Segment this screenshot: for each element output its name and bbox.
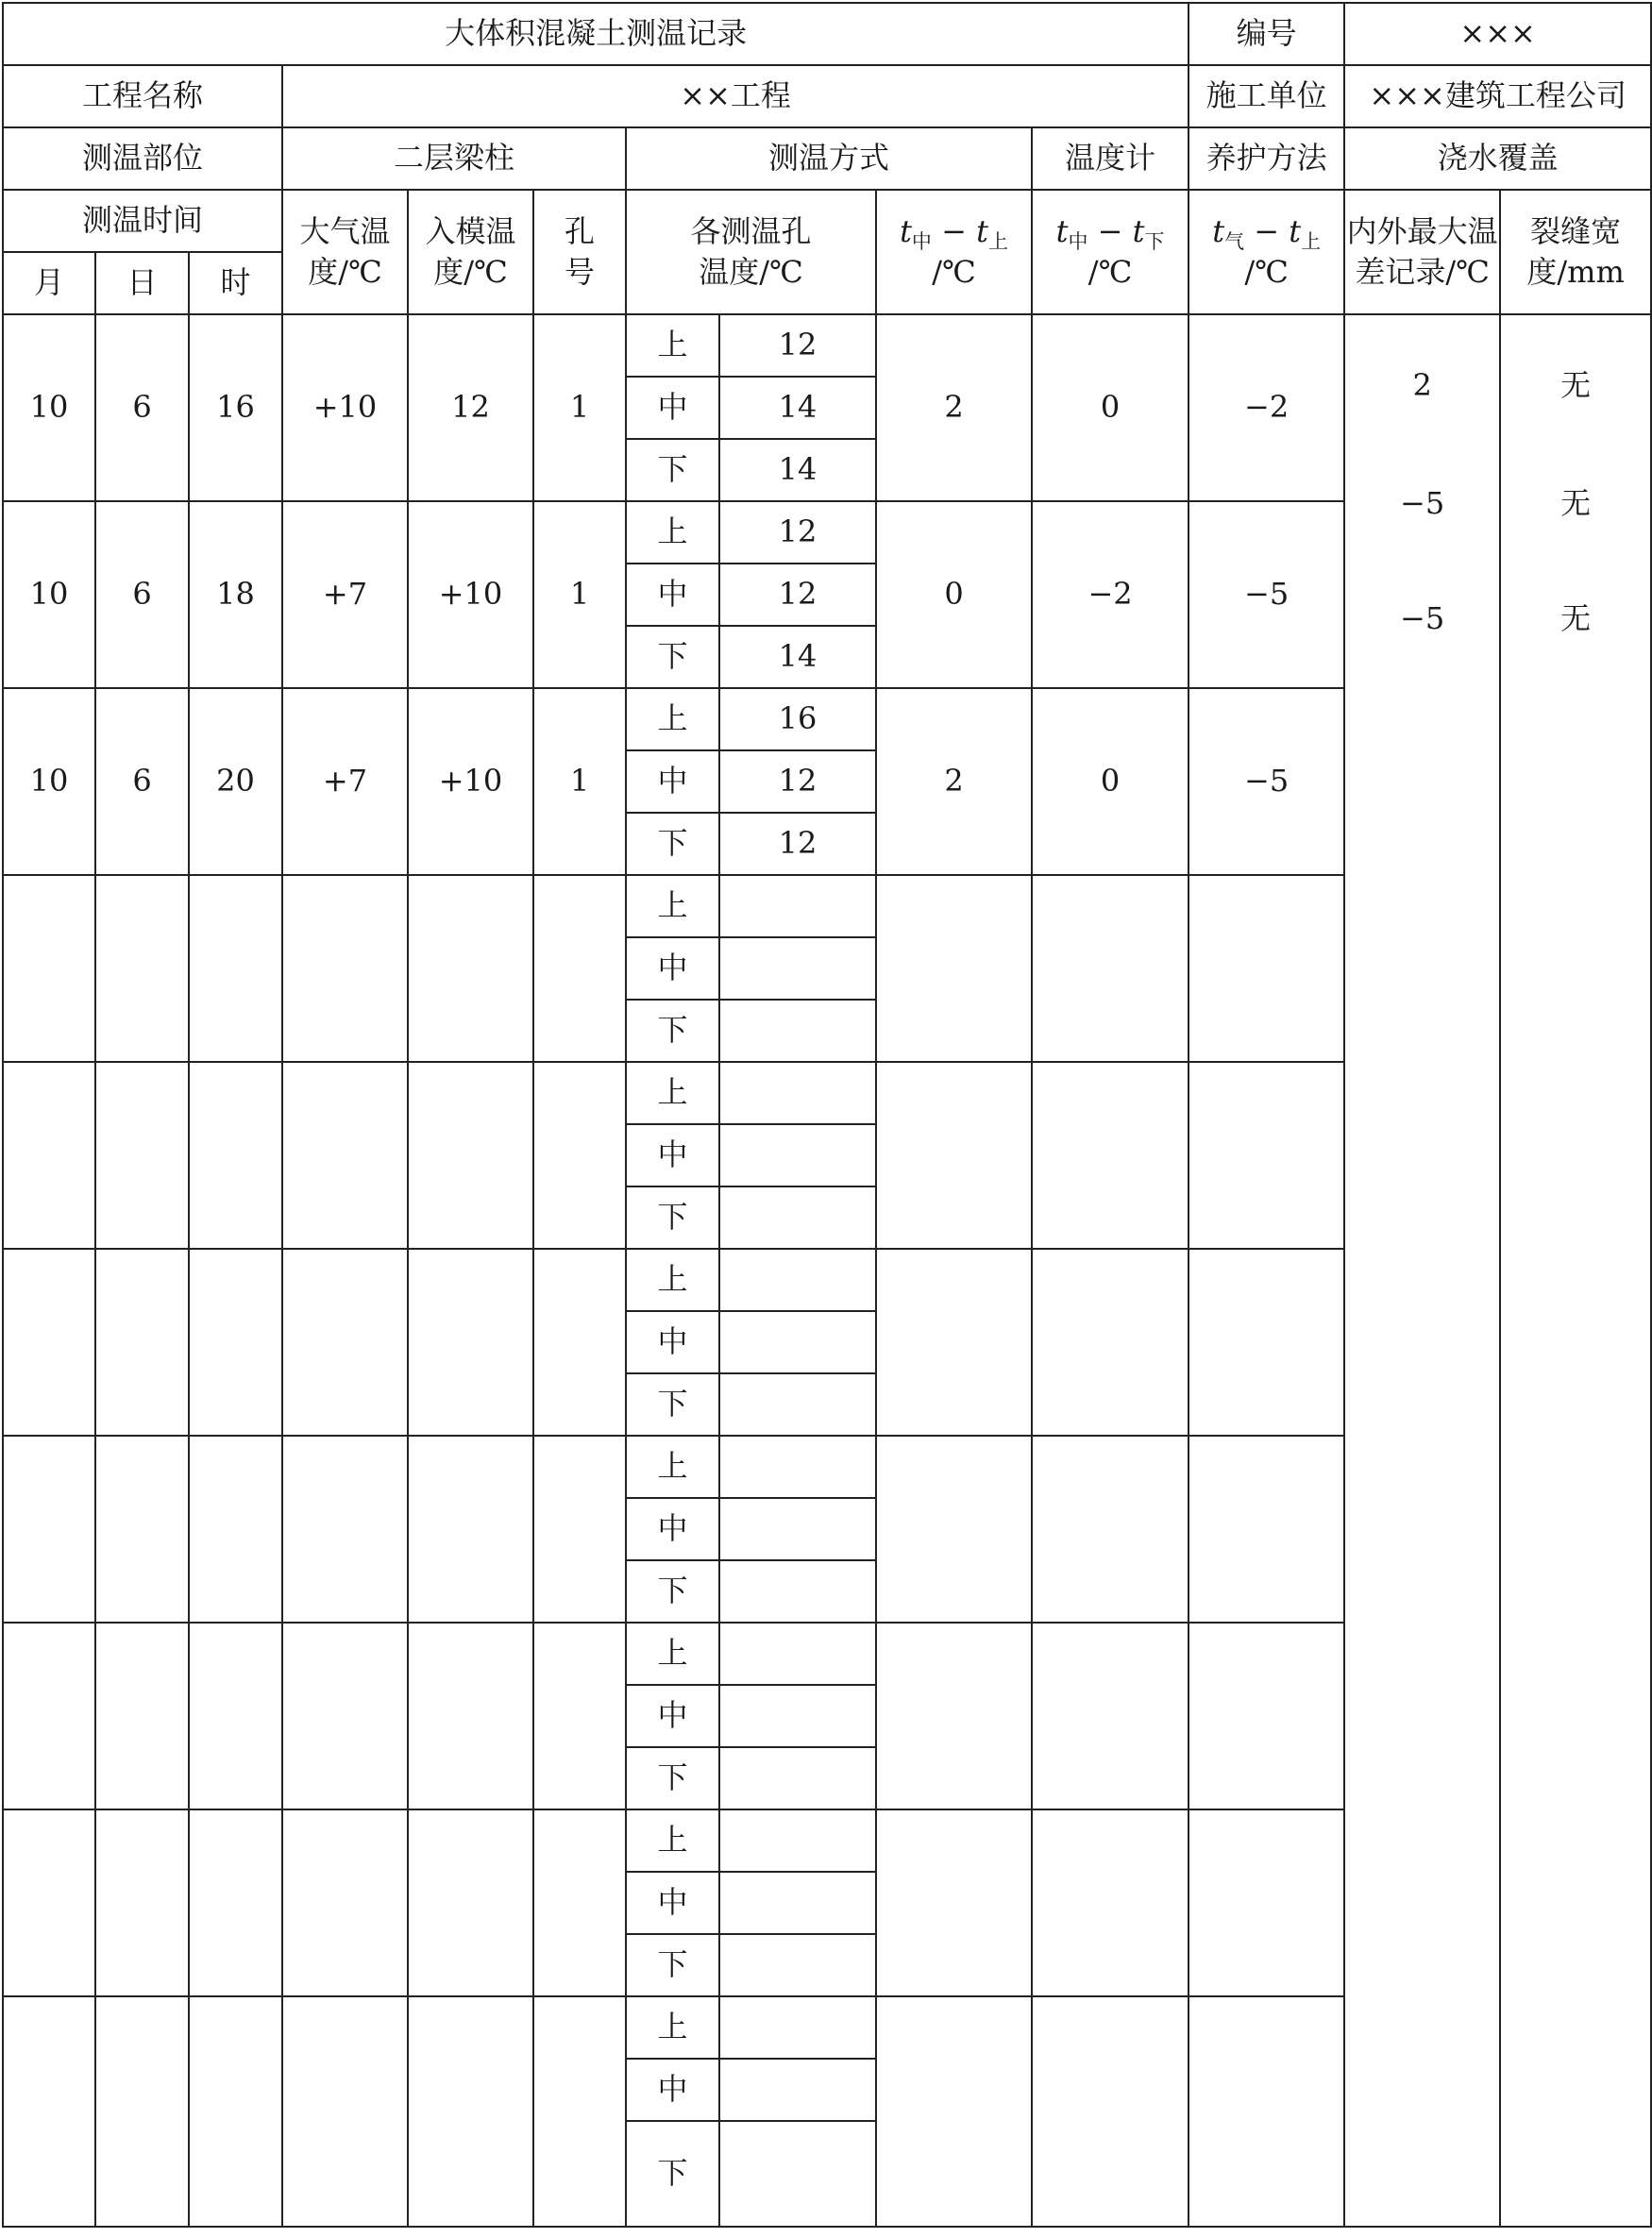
pour-temp-cell: +10 xyxy=(408,688,533,875)
diff-mid-top-unit: /℃ xyxy=(932,254,976,290)
pour-temp-cell xyxy=(408,1809,533,1996)
record-table xyxy=(2,2,1652,2228)
air-temp-header-line2: 度/℃ xyxy=(308,254,382,290)
diff-air-top-cell xyxy=(1188,1249,1344,1436)
max-diff-value: −5 xyxy=(1400,600,1445,636)
hole-temp-cell: 14 xyxy=(719,439,876,501)
max-diff-values xyxy=(1345,367,1499,636)
pour-temp-cell xyxy=(408,1623,533,1809)
contractor-label: 施工单位 xyxy=(1188,65,1344,127)
max-diff-value: −5 xyxy=(1400,485,1445,521)
time-header: 测温时间 xyxy=(3,190,282,252)
diff-air-top-cell xyxy=(1188,1809,1344,1996)
table-body xyxy=(3,3,1651,2227)
hole-temp-cell xyxy=(719,1498,876,1560)
crack-width-cell xyxy=(1500,314,1651,2227)
hole-temp-cell xyxy=(719,1000,876,1062)
month-cell xyxy=(3,1623,95,1809)
diff-air-top-cell xyxy=(1188,875,1344,1062)
hole-temp-cell xyxy=(719,1934,876,1996)
air-temp-cell xyxy=(282,1062,408,1249)
diff-air-top-cell: −2 xyxy=(1188,314,1344,501)
hole-temp-cell xyxy=(719,1124,876,1186)
day-header: 日 xyxy=(95,252,189,314)
diff-mid-top-cell xyxy=(876,1062,1032,1249)
diff-air-top-var-a: t xyxy=(1212,212,1225,249)
curing-label: 养护方法 xyxy=(1188,127,1344,190)
day-cell: 6 xyxy=(95,501,189,688)
hole-temp-cell: 12 xyxy=(719,314,876,377)
form-title: 大体积混凝土测温记录 xyxy=(3,3,1188,65)
day-cell xyxy=(95,1996,189,2227)
hour-cell xyxy=(189,1809,282,1996)
diff-mid-top-cell xyxy=(876,875,1032,1062)
diff-air-top-formula xyxy=(1189,211,1343,252)
diff-air-top-unit: /℃ xyxy=(1244,254,1289,290)
hole-temp-cell: 12 xyxy=(719,564,876,626)
diff-mid-bottom-unit: /℃ xyxy=(1087,254,1133,290)
hole-number-cell xyxy=(533,1996,626,2227)
header-row-1 xyxy=(3,3,1651,65)
crack-width-header xyxy=(1500,190,1651,314)
method-label: 测温方式 xyxy=(626,127,1032,190)
diff-mid-bottom-cell: 0 xyxy=(1032,688,1188,875)
day-cell: 6 xyxy=(95,314,189,501)
month-cell xyxy=(3,1996,95,2227)
air-temp-cell xyxy=(282,1996,408,2227)
air-temp-header xyxy=(282,190,408,314)
location-label: 测温部位 xyxy=(3,127,282,190)
hour-cell xyxy=(189,1062,282,1249)
hour-cell xyxy=(189,1436,282,1623)
crack-width-value: 无 xyxy=(1560,485,1592,521)
pour-temp-cell xyxy=(408,875,533,1062)
hole-number-cell xyxy=(533,1623,626,1809)
air-temp-cell: +7 xyxy=(282,688,408,875)
hour-cell: 18 xyxy=(189,501,282,688)
hole-temp-cell xyxy=(719,1685,876,1747)
month-cell: 10 xyxy=(3,501,95,688)
column-header-row-1 xyxy=(3,190,1651,252)
hole-number-cell xyxy=(533,1809,626,1996)
hole-position-cell: 下 xyxy=(626,626,719,688)
location-value: 二层梁柱 xyxy=(282,127,626,190)
table-row xyxy=(3,314,1651,377)
diff-mid-bottom-cell: −2 xyxy=(1032,501,1188,688)
hole-temp-cell xyxy=(719,2121,876,2227)
max-diff-header xyxy=(1344,190,1500,314)
number-label: 编号 xyxy=(1188,3,1344,65)
hole-temp-cell xyxy=(719,1747,876,1809)
diff-mid-bottom-cell xyxy=(1032,1436,1188,1623)
hole-position-cell: 下 xyxy=(626,1373,719,1436)
hole-temp-cell xyxy=(719,1436,876,1498)
hour-cell xyxy=(189,1623,282,1809)
hole-temp-cell xyxy=(719,2059,876,2121)
diff-mid-bottom-sub-a: 中 xyxy=(1068,229,1088,253)
hole-position-cell: 中 xyxy=(626,750,719,813)
day-cell xyxy=(95,1809,189,1996)
hole-position-cell: 上 xyxy=(626,1623,719,1685)
month-header: 月 xyxy=(3,252,95,314)
month-cell xyxy=(3,1809,95,1996)
header-row-2 xyxy=(3,65,1651,127)
crack-width-values xyxy=(1501,367,1650,636)
diff-mid-bottom-cell: 0 xyxy=(1032,314,1188,501)
hole-number-cell: 1 xyxy=(533,314,626,501)
hole-number-cell xyxy=(533,1062,626,1249)
contractor-value: ×××建筑工程公司 xyxy=(1344,65,1651,127)
hole-position-cell: 中 xyxy=(626,1311,719,1373)
pour-temp-cell xyxy=(408,1062,533,1249)
hole-position-cell: 下 xyxy=(626,1000,719,1062)
project-name-label: 工程名称 xyxy=(3,65,282,127)
diff-mid-top-sub-b: 上 xyxy=(987,229,1008,253)
hole-position-cell: 中 xyxy=(626,937,719,1000)
diff-mid-bottom-var-a: t xyxy=(1055,212,1069,249)
day-cell: 6 xyxy=(95,688,189,875)
pour-temp-header-line2: 度/℃ xyxy=(433,254,508,290)
hole-header-line2: 号 xyxy=(564,254,595,290)
air-temp-cell xyxy=(282,1623,408,1809)
pour-temp-cell xyxy=(408,1249,533,1436)
diff-mid-top-var-a: t xyxy=(900,212,912,249)
day-cell xyxy=(95,1062,189,1249)
air-temp-cell xyxy=(282,1436,408,1623)
pour-temp-cell xyxy=(408,1436,533,1623)
diff-air-top-cell xyxy=(1188,1996,1344,2227)
hole-header xyxy=(533,190,626,314)
number-value: ××× xyxy=(1344,3,1651,65)
hole-position-cell: 中 xyxy=(626,2059,719,2121)
hole-temp-cell xyxy=(719,1560,876,1623)
day-cell xyxy=(95,875,189,1062)
crack-width-header-line1: 裂缝宽 xyxy=(1530,212,1622,249)
diff-mid-bottom-header xyxy=(1032,190,1188,314)
method-value: 温度计 xyxy=(1032,127,1188,190)
project-name-value: ××工程 xyxy=(282,65,1188,127)
diff-mid-bottom-cell xyxy=(1032,1809,1188,1996)
header-row-3 xyxy=(3,127,1651,190)
hole-temp-cell xyxy=(719,1186,876,1249)
hole-temp-cell xyxy=(719,1623,876,1685)
hole-number-cell xyxy=(533,875,626,1062)
diff-air-top-sub-b: 上 xyxy=(1301,229,1322,253)
hole-position-cell: 下 xyxy=(626,2121,719,2227)
diff-mid-top-cell xyxy=(876,1249,1032,1436)
diff-mid-bottom-cell xyxy=(1032,1996,1188,2227)
month-cell xyxy=(3,1436,95,1623)
hole-number-cell xyxy=(533,1436,626,1623)
hour-cell xyxy=(189,875,282,1062)
diff-mid-top-cell xyxy=(876,1996,1032,2227)
diff-air-top-sub-a: 气 xyxy=(1224,229,1245,253)
hole-temp-cell: 12 xyxy=(719,813,876,875)
hole-temp-cell xyxy=(719,1249,876,1311)
hole-position-cell: 上 xyxy=(626,875,719,937)
hole-position-cell: 下 xyxy=(626,1560,719,1623)
hole-temp-cell: 12 xyxy=(719,750,876,813)
max-diff-header-line2: 差记录/℃ xyxy=(1355,254,1490,290)
diff-mid-top-cell: 0 xyxy=(876,501,1032,688)
hole-position-cell: 上 xyxy=(626,314,719,377)
hole-position-cell: 上 xyxy=(626,1996,719,2059)
diff-air-top-cell xyxy=(1188,1062,1344,1249)
hole-position-cell: 下 xyxy=(626,813,719,875)
diff-air-top-op: − xyxy=(1244,212,1290,249)
day-cell xyxy=(95,1249,189,1436)
diff-mid-top-header xyxy=(876,190,1032,314)
pour-temp-cell: +10 xyxy=(408,501,533,688)
diff-mid-top-cell: 2 xyxy=(876,314,1032,501)
hole-temp-header-line2: 温度/℃ xyxy=(699,254,803,290)
hole-position-cell: 下 xyxy=(626,1186,719,1249)
curing-value: 浇水覆盖 xyxy=(1344,127,1651,190)
hole-temp-cell xyxy=(719,1311,876,1373)
hole-temp-cell xyxy=(719,875,876,937)
diff-mid-bottom-formula xyxy=(1033,211,1188,252)
diff-mid-bottom-cell xyxy=(1032,1623,1188,1809)
pour-temp-cell xyxy=(408,1996,533,2227)
hole-position-cell: 下 xyxy=(626,439,719,501)
diff-mid-top-cell xyxy=(876,1809,1032,1996)
max-diff-value: 2 xyxy=(1412,367,1432,403)
diff-mid-bottom-cell xyxy=(1032,875,1188,1062)
hole-number-cell: 1 xyxy=(533,688,626,875)
diff-mid-top-formula xyxy=(877,211,1031,252)
hole-number-cell: 1 xyxy=(533,501,626,688)
hole-position-cell: 中 xyxy=(626,1685,719,1747)
hole-position-cell: 上 xyxy=(626,1062,719,1124)
max-diff-cell xyxy=(1344,314,1500,2227)
hole-position-cell: 中 xyxy=(626,564,719,626)
hole-header-line1: 孔 xyxy=(564,212,595,249)
diff-mid-bottom-cell xyxy=(1032,1062,1188,1249)
hole-position-cell: 下 xyxy=(626,1934,719,1996)
hole-position-cell: 上 xyxy=(626,501,719,564)
crack-width-header-line2: 度/mm xyxy=(1526,254,1625,290)
air-temp-cell xyxy=(282,1249,408,1436)
diff-mid-top-cell: 2 xyxy=(876,688,1032,875)
day-cell xyxy=(95,1623,189,1809)
air-temp-header-line1: 大气温 xyxy=(299,212,391,249)
day-cell xyxy=(95,1436,189,1623)
hole-temp-header-line1: 各测温孔 xyxy=(690,212,812,249)
pour-temp-header-line1: 入模温 xyxy=(425,212,516,249)
max-diff-header-line1: 内外最大温 xyxy=(1346,212,1498,249)
air-temp-cell xyxy=(282,1809,408,1996)
diff-mid-bottom-var-b: t xyxy=(1132,212,1145,249)
month-cell: 10 xyxy=(3,314,95,501)
month-cell: 10 xyxy=(3,688,95,875)
pour-temp-header xyxy=(408,190,533,314)
hour-cell: 20 xyxy=(189,688,282,875)
hole-temp-cell xyxy=(719,937,876,1000)
diff-air-top-cell: −5 xyxy=(1188,501,1344,688)
air-temp-cell xyxy=(282,875,408,1062)
month-cell xyxy=(3,1249,95,1436)
hole-number-cell xyxy=(533,1249,626,1436)
hole-temp-cell: 14 xyxy=(719,626,876,688)
diff-air-top-cell xyxy=(1188,1623,1344,1809)
hole-position-cell: 中 xyxy=(626,377,719,439)
diff-air-top-cell: −5 xyxy=(1188,688,1344,875)
air-temp-cell: +7 xyxy=(282,501,408,688)
hole-temp-cell xyxy=(719,1872,876,1934)
hour-header: 时 xyxy=(189,252,282,314)
crack-width-value: 无 xyxy=(1560,600,1592,636)
hole-position-cell: 中 xyxy=(626,1124,719,1186)
diff-mid-top-cell xyxy=(876,1623,1032,1809)
hole-position-cell: 上 xyxy=(626,1809,719,1872)
temperature-record-form xyxy=(2,2,1650,2236)
diff-mid-top-op: − xyxy=(931,212,977,249)
diff-air-top-cell xyxy=(1188,1436,1344,1623)
hole-temp-cell: 12 xyxy=(719,501,876,564)
hole-temp-header xyxy=(626,190,876,314)
diff-mid-bottom-op: − xyxy=(1087,212,1133,249)
hole-position-cell: 下 xyxy=(626,1747,719,1809)
diff-mid-top-var-b: t xyxy=(976,212,988,249)
hole-position-cell: 中 xyxy=(626,1872,719,1934)
hole-position-cell: 上 xyxy=(626,688,719,750)
diff-mid-top-sub-a: 中 xyxy=(911,229,932,253)
crack-width-value: 无 xyxy=(1560,367,1592,403)
hole-temp-cell xyxy=(719,1062,876,1124)
hole-position-cell: 上 xyxy=(626,1249,719,1311)
diff-mid-top-cell xyxy=(876,1436,1032,1623)
hour-cell xyxy=(189,1249,282,1436)
hole-temp-cell xyxy=(719,1996,876,2059)
diff-mid-bottom-cell xyxy=(1032,1249,1188,1436)
month-cell xyxy=(3,1062,95,1249)
hour-cell: 16 xyxy=(189,314,282,501)
hole-temp-cell: 14 xyxy=(719,377,876,439)
hole-temp-cell: 16 xyxy=(719,688,876,750)
hour-cell xyxy=(189,1996,282,2227)
hole-temp-cell xyxy=(719,1373,876,1436)
diff-air-top-header xyxy=(1188,190,1344,314)
hole-temp-cell xyxy=(719,1809,876,1872)
diff-mid-bottom-sub-b: 下 xyxy=(1144,229,1165,253)
hole-position-cell: 上 xyxy=(626,1436,719,1498)
air-temp-cell: +10 xyxy=(282,314,408,501)
pour-temp-cell: 12 xyxy=(408,314,533,501)
hole-position-cell: 中 xyxy=(626,1498,719,1560)
diff-air-top-var-b: t xyxy=(1289,212,1302,249)
month-cell xyxy=(3,875,95,1062)
